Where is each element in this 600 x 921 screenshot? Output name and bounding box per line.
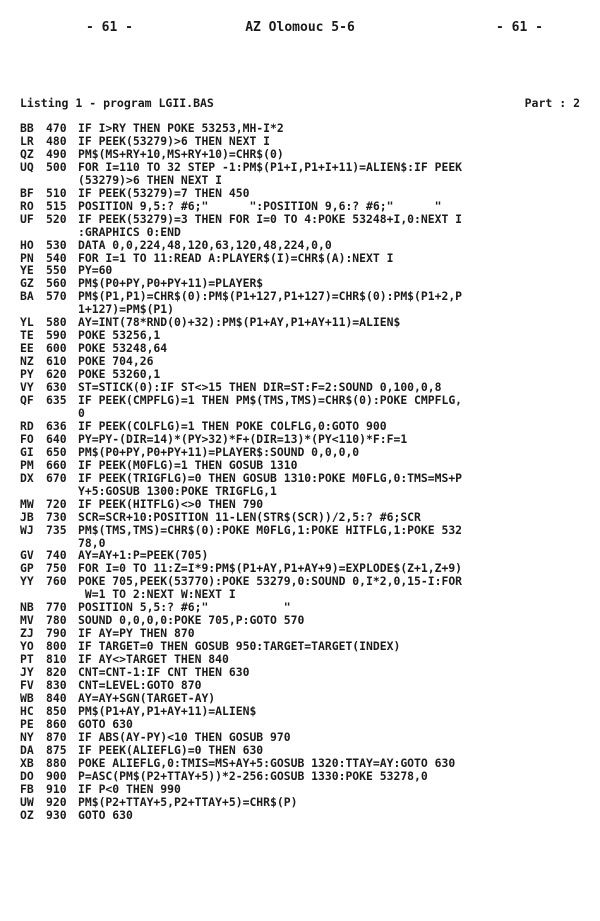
statement: Y+5:GOSUB 1300:POKE TRIGFLG,1 [78,483,277,498]
statement: POSITION 5,5:? #6;" " [78,600,291,615]
checksum: BA [20,289,34,304]
statement: SCR=SCR+10:POSITION 11-LEN(STR$(SCR))/2,5:? #6;SCR [78,509,421,524]
line-number: 635 [46,393,67,408]
statement: PM$(P1,P1)=CHR$(0):PM$(P1+127,P1+127)=CHR$(0):PM$(P1+2,P [78,289,463,304]
line-number: 810 [46,652,67,667]
line-number: 820 [46,665,67,680]
code-line [20,161,590,174]
line-number: 660 [46,457,67,472]
publication-title: AZ Olomouc 5-6 [245,20,355,35]
checksum: NZ [20,354,34,369]
code-line [20,705,590,718]
checksum [20,407,46,420]
code-listing [20,122,590,821]
line-number: 670 [46,470,67,485]
code-line [20,135,590,148]
checksum: UW [20,794,34,809]
statement: IF TARGET=0 THEN GOSUB 950:TARGET=TARGET(INDEX) [78,639,401,654]
line-number: 840 [46,690,67,705]
checksum: BB [20,121,34,135]
line-number: 550 [46,263,67,278]
checksum: RO [20,198,34,213]
code-line [20,524,590,537]
statement: IF PEEK(HITFLG)<>0 THEN 790 [78,496,264,511]
checksum: VY [20,380,34,395]
line-number: 630 [46,380,67,395]
code-line [20,809,590,822]
code-line [20,433,590,446]
line-number: 920 [46,794,67,809]
statement: SOUND 0,0,0,0:POKE 705,P:GOTO 570 [78,613,305,628]
line-number: 800 [46,639,67,654]
statement: IF PEEK(53279)=3 THEN FOR I=0 TO 4:POKE 53248+I,0:NEXT I [78,211,463,226]
line-number: 570 [46,289,67,304]
statement: IF I>RY THEN POKE 53253,MH-I*2 [78,121,284,135]
checksum: WJ [20,522,34,537]
line-number: 520 [46,211,67,226]
line-number: 650 [46,444,67,459]
code-line [20,459,590,472]
checksum: QZ [20,146,34,161]
line-number: 480 [46,133,67,148]
statement: POKE 53260,1 [78,367,161,382]
checksum: BF [20,185,34,200]
code-line [20,122,590,135]
code-line [20,796,590,809]
code-line [20,472,590,485]
checksum: QF [20,393,34,408]
checksum: YL [20,315,34,330]
statement: 0 [78,405,85,420]
statement: (53279)>6 THEN NEXT I [78,172,223,187]
checksum: GP [20,561,34,576]
checksum: DA [20,742,34,757]
statement: IF AY=PY THEN 870 [78,626,195,641]
statement: PM$(P0+PY,P0+PY+11)=PLAYER$:SOUND 0,0,0,0 [78,444,360,459]
line-number [46,485,78,498]
code-line [20,446,590,459]
line-number: 880 [46,755,67,770]
page-number-right: - 61 - [496,20,543,35]
statement: POKE ALIEFLG,0:TMIS=MS+AY+5:GOSUB 1320:TTAY=AY:GOTO 630 [78,755,456,770]
page-header [0,20,600,44]
statement: GOTO 630 [78,716,133,731]
statement: AY=AY+1:P=PEEK(705) [78,548,209,563]
code-line [20,744,590,757]
checksum: GI [20,444,34,459]
listing-part: Part : 2 [524,96,580,110]
page-number-left: - 61 - [86,20,133,35]
statement: AY=INT(78*RND(0)+32):PM$(P1+AY,P1+AY+11)=ALIEN$ [78,315,401,330]
statement: IF P<0 THEN 990 [78,781,181,796]
statement: CNT=LEVEL:GOTO 870 [78,677,202,692]
line-number: 540 [46,250,67,265]
code-line [20,148,590,161]
line-number: 590 [46,328,67,343]
statement: PY=PY-(DIR=14)*(PY>32)*F+(DIR=13)*(PY<110)*F:F=1 [78,431,408,446]
statement: POKE 705,PEEK(53770):POKE 53279,0:SOUND 0,I*2,0,15-I:FOR [78,574,463,589]
checksum: YO [20,639,34,654]
line-number: 515 [46,198,67,213]
line-number: 930 [46,807,67,822]
line-number: 735 [46,522,67,537]
checksum: NY [20,729,34,744]
statement: IF PEEK(M0FLG)=1 THEN GOSUB 1310 [78,457,298,472]
code-line [20,407,590,420]
line-number: 850 [46,703,67,718]
code-line [20,187,590,200]
line-number: 770 [46,600,67,615]
checksum [20,485,46,498]
code-line [20,770,590,783]
checksum: XB [20,755,34,770]
line-number: 500 [46,159,67,174]
code-line [20,200,590,213]
code-line [20,213,590,226]
code-line [20,420,590,433]
line-number: 470 [46,121,67,135]
checksum: TE [20,328,34,343]
line-number: 636 [46,418,67,433]
line-number: 760 [46,574,67,589]
statement: :GRAPHICS 0:END [78,224,181,239]
line-number: 640 [46,431,67,446]
checksum [20,174,46,187]
checksum: HC [20,703,34,718]
checksum: GV [20,548,34,563]
statement: DATA 0,0,224,48,120,63,120,48,224,0,0 [78,237,332,252]
line-number: 900 [46,768,67,783]
checksum: YE [20,263,34,278]
statement: FOR I=110 TO 32 STEP -1:PM$(P1+I,P1+I+11)=ALIEN$:IF PEEK [78,159,463,174]
code-line [20,498,590,511]
statement: PY=60 [78,263,113,278]
checksum: PN [20,250,34,265]
statement: FOR I=1 TO 11:READ A:PLAYER$(I)=CHR$(A):NEXT I [78,250,394,265]
statement: IF AY<>TARGET THEN 840 [78,652,229,667]
statement: PM$(P1+AY,P1+AY+11)=ALIEN$ [78,703,257,718]
line-number: 780 [46,613,67,628]
statement: IF ABS(AY-PY)<10 THEN GOSUB 970 [78,729,291,744]
line-number: 830 [46,677,67,692]
line-number: 560 [46,276,67,291]
code-line [20,757,590,770]
statement: 78,0 [78,535,106,550]
statement: CNT=CNT-1:IF CNT THEN 630 [78,665,250,680]
line-number [46,407,78,420]
checksum: DX [20,470,34,485]
code-line [20,485,590,498]
line-number [46,226,78,239]
checksum: MW [20,496,34,511]
statement: PM$(MS+RY+10,MS+RY+10)=CHR$(0) [78,146,284,161]
checksum: PT [20,652,34,667]
statement: IF PEEK(53279)>6 THEN NEXT I [78,133,271,148]
checksum: FV [20,677,34,692]
statement: IF PEEK(COLFLG)=1 THEN POKE COLFLG,0:GOTO 900 [78,418,387,433]
line-number: 720 [46,496,67,511]
statement: W=1 TO 2:NEXT W:NEXT I [78,587,236,602]
checksum: FB [20,781,34,796]
line-number: 910 [46,781,67,796]
checksum: YY [20,574,34,589]
checksum: RD [20,418,34,433]
line-number: 790 [46,626,67,641]
statement: GOTO 630 [78,807,133,822]
statement: 1+127)=PM$(P1) [78,302,175,317]
checksum: JY [20,665,34,680]
statement: IF PEEK(TRIGFLG)=0 THEN GOSUB 1310:POKE M0FLG,0:TMS=MS+P [78,470,463,485]
line-number: 740 [46,548,67,563]
statement: PM$(TMS,TMS)=CHR$(0):POKE M0FLG,1:POKE HITFLG,1:POKE 532 [78,522,463,537]
code-line [20,239,590,252]
code-line [20,511,590,524]
line-number: 610 [46,354,67,369]
code-line [20,174,590,187]
checksum: PE [20,716,34,731]
line-number: 860 [46,716,67,731]
code-line [20,731,590,744]
checksum: PY [20,367,34,382]
statement: IF PEEK(CMPFLG)=1 THEN PM$(TMS,TMS)=CHR$(0):POKE CMPFLG, [78,393,463,408]
code-line [20,692,590,705]
statement: IF PEEK(ALIEFLG)=0 THEN 630 [78,742,264,757]
statement: PM$(P2+TTAY+5,P2+TTAY+5)=CHR$(P) [78,794,298,809]
line-number: 530 [46,237,67,252]
line-number: 510 [46,185,67,200]
statement: POKE 53248,64 [78,341,168,356]
statement: POKE 704,26 [78,354,154,369]
checksum: DO [20,768,34,783]
checksum: HO [20,237,34,252]
listing-heading [20,96,580,110]
listing-title: Listing 1 - program LGII.BAS [20,96,214,110]
line-number: 620 [46,367,67,382]
checksum: JB [20,509,34,524]
code-line [20,679,590,692]
statement: P=ASC(PM$(P2+TTAY+5))*2-256:GOSUB 1330:POKE 53278,0 [78,768,428,783]
checksum: LR [20,133,34,148]
statement: POKE 53256,1 [78,328,161,343]
line-number: 875 [46,742,67,757]
line-number: 730 [46,509,67,524]
line-number [46,174,78,187]
line-number: 870 [46,729,67,744]
statement: FOR I=0 TO 11:Z=I*9:PM$(P1+AY,P1+AY+9)=EXPLODE$(Z+1,Z+9) [78,561,463,576]
checksum: FO [20,431,34,446]
checksum: OZ [20,807,34,822]
checksum: PM [20,457,34,472]
checksum: MV [20,613,34,628]
line-number: 600 [46,341,67,356]
line-number: 490 [46,146,67,161]
statement: AY=AY+SGN(TARGET-AY) [78,690,216,705]
code-line [20,718,590,731]
statement: PM$(P0+PY,P0+PY+11)=PLAYER$ [78,276,264,291]
checksum: ZJ [20,626,34,641]
statement: POSITION 9,5:? #6;" ":POSITION 9,6:? #6;" " [78,198,442,213]
checksum: WB [20,690,34,705]
statement: ST=STICK(0):IF ST<>15 THEN DIR=ST:F=2:SOUND 0,100,0,8 [78,380,442,395]
checksum: UQ [20,159,34,174]
line-number: 750 [46,561,67,576]
checksum [20,226,46,239]
checksum: GZ [20,276,34,291]
checksum: NB [20,600,34,615]
checksum: UF [20,211,34,226]
statement: IF PEEK(53279)=7 THEN 450 [78,185,250,200]
code-line [20,783,590,796]
checksum: EE [20,341,34,356]
code-line [20,394,590,407]
code-line [20,226,590,239]
line-number: 580 [46,315,67,330]
